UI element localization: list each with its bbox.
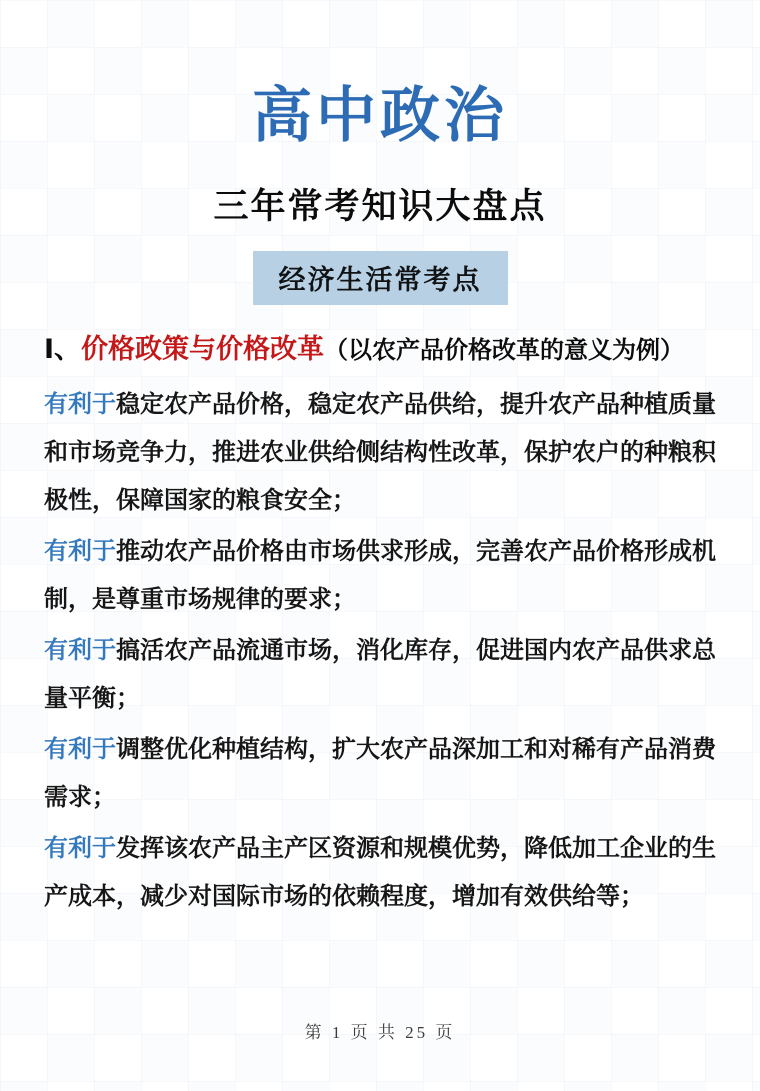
section-note: （以农产品价格改革的意义为例） — [324, 337, 685, 364]
lead-phrase: 有利于 — [44, 736, 116, 764]
page-footer: 第 1 页 共 25 页 — [304, 1023, 456, 1042]
content-area — [44, 331, 716, 921]
section-heading — [44, 331, 716, 367]
paragraph-text: 调整优化种植结构，扩大农产品深加工和对稀有产品消费需求； — [44, 736, 716, 812]
lead-phrase: 有利于 — [44, 538, 116, 566]
lead-phrase: 有利于 — [44, 835, 116, 863]
paragraph — [44, 627, 716, 723]
paragraph-text: 推动农产品价格由市场供求形成，完善农产品价格形成机制，是尊重市场规律的要求； — [44, 538, 716, 614]
page-title: 高中政治 — [252, 82, 508, 149]
document-page — [0, 78, 760, 1091]
paragraph-text: 发挥该农产品主产区资源和规模优势，降低加工企业的生产成本，减少对国际市场的依赖程度，增加有效供给等； — [44, 835, 716, 911]
paragraph — [44, 528, 716, 624]
section-number: Ⅰ、 — [44, 334, 82, 364]
badge-row — [0, 251, 760, 305]
lead-phrase: 有利于 — [44, 637, 116, 665]
lead-phrase: 有利于 — [44, 391, 116, 419]
paragraph — [44, 381, 716, 525]
paragraph — [44, 825, 716, 921]
paragraph-text: 稳定农产品价格，稳定农产品供给，提升农产品种植质量和市场竞争力，推进农业供给侧结构性改革，保护农户的种粮积极性，保障国家的粮食安全； — [44, 391, 716, 515]
topic-badge: 经济生活常考点 — [253, 251, 508, 305]
section-title-highlight: 价格政策与价格改革 — [81, 334, 325, 364]
paragraph-text: 搞活农产品流通市场，消化库存，促进国内农产品供求总量平衡； — [44, 637, 716, 713]
page-subtitle: 三年常考知识大盘点 — [213, 187, 547, 226]
paragraph — [44, 726, 716, 822]
